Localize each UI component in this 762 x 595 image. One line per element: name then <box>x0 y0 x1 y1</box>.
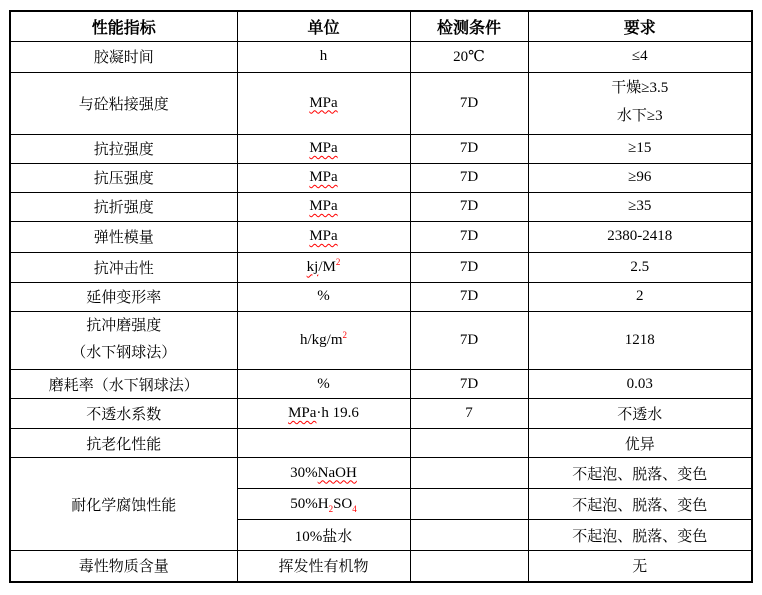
table-cell <box>237 399 410 429</box>
table-cell <box>237 551 410 582</box>
table-row <box>10 311 752 370</box>
table-row <box>10 252 752 282</box>
cell-text: 7D <box>459 140 479 156</box>
cell-text: ≥96 <box>628 169 652 185</box>
cell-text: 2.5 <box>630 258 650 275</box>
table-header <box>10 11 752 41</box>
cell-text: % <box>317 375 330 392</box>
cell-text: 7D <box>459 288 479 304</box>
table-cell <box>528 163 752 192</box>
table-cell <box>237 192 410 221</box>
table-cell <box>528 282 752 311</box>
table-row <box>10 551 752 582</box>
cell-text: 7D <box>459 258 479 275</box>
table-cell <box>237 489 410 520</box>
cell-text: ≤4 <box>631 48 648 64</box>
cell-text: 挥发性有机物 <box>278 559 369 576</box>
spellcheck-text: kj <box>306 258 319 275</box>
cell-text: h <box>319 48 328 64</box>
cell-text: 不透水系数 <box>86 407 162 423</box>
cell-text: 不起泡、脱落、变色 <box>572 466 708 483</box>
table-cell <box>10 192 237 221</box>
table-cell <box>528 399 752 429</box>
table-cell <box>528 221 752 252</box>
table-row <box>10 458 752 489</box>
cell-text: 胶凝时间 <box>93 50 154 66</box>
table-cell <box>10 311 237 370</box>
table-cell <box>410 429 528 458</box>
table-cell <box>410 282 528 311</box>
cell-text: 7D <box>459 228 479 244</box>
table-cell <box>410 551 528 582</box>
spellcheck-text: NaOH <box>317 464 357 481</box>
cell-text: ≥15 <box>628 140 652 156</box>
cell-text: 耐化学腐蚀性能 <box>71 497 177 514</box>
table-cell <box>410 252 528 282</box>
table-cell <box>10 41 237 72</box>
cell-text: 毒性物质含量 <box>78 559 169 576</box>
table-cell <box>410 489 528 520</box>
table-row <box>10 282 752 311</box>
table-cell <box>410 163 528 192</box>
cell-text: ·h 19.6 <box>316 405 359 421</box>
table-cell <box>410 192 528 221</box>
table-cell <box>10 551 237 582</box>
table-cell <box>410 41 528 72</box>
cell-text: 2 <box>636 288 644 304</box>
cell-text: h/kg/m <box>299 331 343 348</box>
table-cell <box>237 370 410 399</box>
table-cell <box>237 282 410 311</box>
cell-text: （水下钢球法） <box>71 345 177 362</box>
column-header: 要求 <box>528 11 752 41</box>
table-cell <box>237 41 410 72</box>
spellcheck-text: MPa <box>309 140 338 156</box>
spellcheck-text: MPa <box>309 169 338 185</box>
table-row <box>10 134 752 163</box>
table-cell <box>528 370 752 399</box>
table-cell <box>237 429 410 458</box>
cell-text: ≥35 <box>628 198 652 214</box>
cell-text: 2380-2418 <box>607 228 673 244</box>
table-cell <box>237 252 410 282</box>
table-cell <box>237 520 410 551</box>
table-cell <box>410 520 528 551</box>
table-cell <box>528 520 752 551</box>
spellcheck-text: MPa <box>309 94 338 111</box>
table-cell <box>410 221 528 252</box>
cell-text: 0.03 <box>626 375 653 392</box>
cell-text: /M <box>318 258 336 275</box>
table-row <box>10 41 752 72</box>
table-cell <box>528 134 752 163</box>
cell-text: 抗冲磨强度 <box>86 317 162 334</box>
table-cell <box>528 489 752 520</box>
table-cell <box>10 221 237 252</box>
cell-text: 7D <box>459 198 479 214</box>
table-cell <box>10 163 237 192</box>
cell-text: 7D <box>459 331 479 348</box>
table-cell <box>528 311 752 370</box>
table-row <box>10 163 752 192</box>
table-row <box>10 221 752 252</box>
table-cell <box>410 399 528 429</box>
column-header: 检测条件 <box>410 11 528 41</box>
cell-text: 抗折强度 <box>93 200 154 216</box>
table-cell <box>10 370 237 399</box>
table-cell <box>237 72 410 134</box>
cell-text: 7D <box>459 375 479 392</box>
table-cell <box>410 72 528 134</box>
cell-text: 50%H <box>290 495 329 512</box>
cell-text: % <box>317 288 330 304</box>
cell-text: 7D <box>459 94 479 111</box>
table-cell <box>10 458 237 551</box>
table-cell <box>410 370 528 399</box>
table-row <box>10 370 752 399</box>
cell-text: 不起泡、脱落、变色 <box>572 528 708 545</box>
cell-text: 优异 <box>624 436 655 453</box>
cell-text: 抗老化性能 <box>86 436 162 453</box>
table-row <box>10 429 752 458</box>
table-body <box>10 41 752 582</box>
table-cell <box>237 458 410 489</box>
table-cell <box>10 282 237 311</box>
cell-text: 10%盐水 <box>294 528 353 545</box>
table-cell <box>10 252 237 282</box>
table-cell <box>410 311 528 370</box>
cell-text: SO <box>333 495 353 512</box>
table-cell <box>237 221 410 252</box>
superscript-text: 2 <box>335 256 341 267</box>
subscript-text: 2 <box>328 503 334 514</box>
superscript-text: 2 <box>342 329 347 340</box>
spellcheck-text: MPa <box>288 405 317 421</box>
cell-text: 抗冲击性 <box>93 260 154 277</box>
cell-text: 抗拉强度 <box>93 142 154 158</box>
cell-text: 不起泡、脱落、变色 <box>572 497 708 514</box>
spellcheck-text: MPa <box>309 198 338 214</box>
table-cell <box>237 134 410 163</box>
table-cell <box>10 429 237 458</box>
column-header: 单位 <box>237 11 410 41</box>
table-cell <box>410 458 528 489</box>
subscript-text: 4 <box>352 503 357 514</box>
table-cell <box>528 41 752 72</box>
table-cell <box>237 163 410 192</box>
cell-text: 1218 <box>624 331 655 348</box>
cell-text: 水下≥3 <box>616 108 663 124</box>
table-cell <box>410 134 528 163</box>
table-cell <box>10 72 237 134</box>
cell-text: 7 <box>465 405 473 421</box>
column-header: 性能指标 <box>10 11 237 41</box>
table-cell <box>528 458 752 489</box>
cell-text: 无 <box>632 559 648 576</box>
table-cell <box>528 429 752 458</box>
cell-text: 磨耗率（水下钢球法） <box>48 377 199 394</box>
cell-text: 弹性模量 <box>93 230 154 246</box>
cell-text: 抗压强度 <box>93 171 154 187</box>
table-row <box>10 192 752 221</box>
table-row <box>10 399 752 429</box>
table-row <box>10 72 752 134</box>
cell-text: 与砼粘接强度 <box>78 96 169 113</box>
cell-text: 7D <box>459 169 479 185</box>
table-cell <box>237 311 410 370</box>
performance-spec-table <box>9 10 753 583</box>
cell-text: 30% <box>290 464 318 481</box>
cell-text: 20℃ <box>453 49 485 65</box>
spellcheck-text: MPa <box>309 228 338 244</box>
table-cell <box>528 72 752 134</box>
header-row <box>10 11 752 41</box>
table-cell <box>10 399 237 429</box>
table-cell <box>528 192 752 221</box>
table-cell <box>10 134 237 163</box>
cell-text: 不透水 <box>617 407 663 423</box>
table-cell <box>528 252 752 282</box>
table-cell <box>528 551 752 582</box>
cell-text: 延伸变形率 <box>86 290 162 306</box>
cell-text: 干燥≥3.5 <box>611 80 669 97</box>
